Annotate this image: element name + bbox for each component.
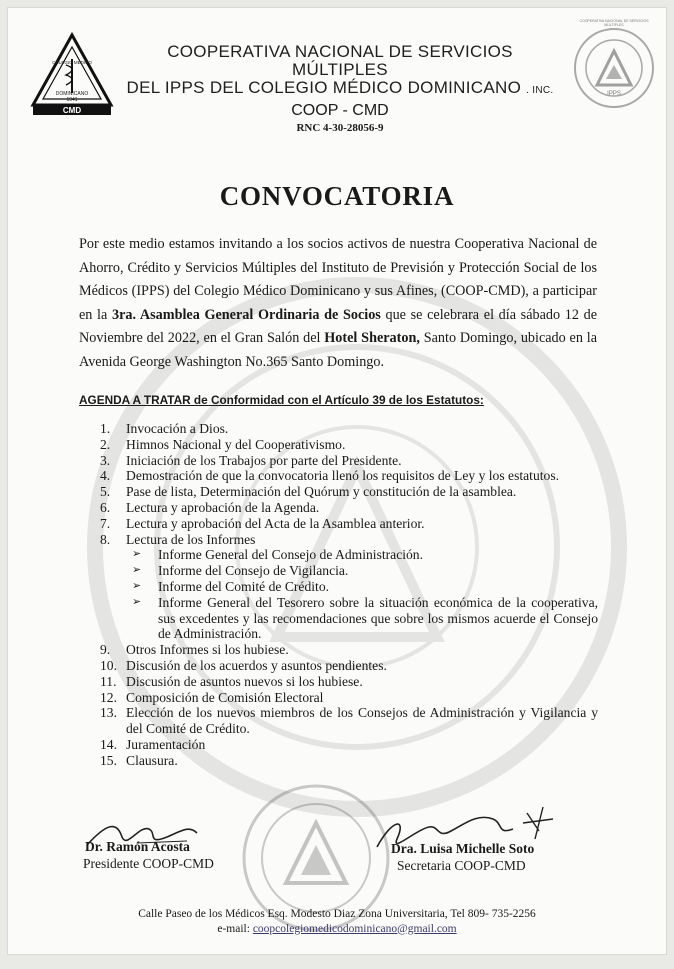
logo-left-ring-top: COLEGIO MÉDICO (52, 60, 92, 65)
agenda-item-number: 8. (100, 531, 111, 547)
intro-part3: Santo Domingo, ubicado en la Avenida George Washington No.365 Santo Domingo. (79, 330, 597, 370)
document-page (7, 7, 667, 955)
agenda-item-number: 4. (100, 468, 111, 484)
logo-right-abbr: IPPS (607, 91, 621, 97)
president-role: Presidente COOP-CMD (83, 856, 214, 871)
agenda-item-number: 10. (100, 657, 117, 673)
agenda-item-text: Lectura y aprobación de la Agenda. (126, 499, 320, 515)
logo-left-abbr: CMD (62, 106, 82, 115)
org-short-name: COOP - CMD (291, 102, 389, 119)
venue-name: Hotel Sheraton, (324, 330, 420, 347)
agenda-item-number: 13. (100, 705, 117, 721)
footer-email-line (7, 922, 667, 937)
org-name-line2-text: DEL IPPS DEL COLEGIO MÉDICO DOMINICANO (126, 78, 522, 97)
agenda-subitem (132, 563, 598, 579)
agenda-item (100, 437, 598, 453)
president-name: Dr. Ramón Acosta (85, 839, 190, 854)
agenda-item-number: 14. (100, 736, 117, 752)
agenda-item-number: 7. (100, 515, 111, 531)
agenda-subitem-text: Informe del Comité de Crédito. (158, 578, 330, 594)
agenda-item (100, 753, 598, 769)
agenda-item (100, 532, 598, 548)
agenda-item-number: 11. (100, 673, 117, 689)
footer (7, 907, 667, 936)
agenda-item-text: Lectura y aprobación del Acta de la Asamblea anterior. (126, 515, 425, 531)
arrow-bullet-icon: ➢ (132, 548, 142, 561)
agenda-subitem-text: Informe General del Consejo de Administración. (158, 547, 424, 563)
agenda-subitem-text: Informe del Consejo de Vigilancia. (158, 563, 349, 579)
logo-left-year: 1941 (66, 97, 78, 103)
agenda-item-number: 12. (100, 689, 117, 705)
agenda-list (100, 421, 598, 769)
agenda-item-text: Elección de los nuevos miembros de los Consejos de Administración y Vigilancia y del Comité de Crédito. (126, 705, 598, 737)
agenda-item-number: 1. (100, 421, 111, 436)
agenda-item-number: 3. (100, 452, 111, 468)
colegio-medico-logo (29, 31, 115, 117)
logo-right-ring-text: COOPERATIVA NACIONAL DE SERVICIOS MÚLTIPLES (579, 19, 649, 27)
letterhead (125, 43, 555, 134)
agenda-item (100, 516, 598, 532)
agenda-item-text: Juramentación (126, 736, 206, 752)
agenda-item (100, 468, 598, 484)
intro-paragraph (79, 233, 597, 375)
agenda-item-text: Lectura de los Informes (126, 531, 256, 547)
agenda-item-text: Discusión de los acuerdos y asuntos pendientes. (126, 657, 387, 673)
agenda-subitem-text: Informe General del Tesorero sobre la situación económica de la cooperativa, sus excedentes y las recomendaciones que sobre los mismos acuerde el Consejo de Administración. (158, 594, 598, 642)
agenda-item-text: Composición de Comisión Electoral (126, 689, 324, 705)
agenda-subitem (132, 547, 598, 563)
email-label: e-mail: (217, 922, 253, 935)
agenda-item-text: Otros Informes si los hubiese. (126, 642, 289, 658)
agenda-item (100, 642, 598, 658)
document-title: CONVOCATORIA (219, 181, 455, 211)
agenda-item (100, 658, 598, 674)
agenda-subitem (132, 579, 598, 595)
secretary-role: Secretaria COOP-CMD (397, 858, 526, 873)
logo-left-ring-bottom: DOMINICANO (55, 91, 89, 97)
agenda-item (100, 690, 598, 706)
arrow-bullet-icon: ➢ (132, 595, 142, 608)
arrow-bullet-icon: ➢ (132, 564, 142, 577)
agenda-item-number: 15. (100, 752, 117, 768)
agenda-item-number: 9. (100, 642, 111, 658)
agenda-item-text: Iniciación de los Trabajos por parte del Presidente. (126, 452, 402, 468)
agenda-item (100, 737, 598, 753)
org-name-line2 (125, 79, 555, 100)
email-link[interactable]: coopcolegiomedicodominicano@gmail.com (252, 922, 457, 935)
agenda-item-text: Invocación a Dios. (126, 421, 229, 436)
agenda-item (100, 674, 598, 690)
agenda-heading: AGENDA A TRATAR de Conformidad con el Artículo 39 de los Estatutos: (79, 393, 484, 407)
org-inc: . INC. (526, 85, 554, 96)
agenda-item (100, 705, 598, 737)
agenda-item-number: 5. (100, 484, 111, 500)
org-name-line1: COOPERATIVA NACIONAL DE SERVICIOS MÚLTIPLES (167, 42, 513, 79)
agenda-item (100, 484, 598, 500)
agenda-subitem (132, 595, 598, 642)
agenda-item-text: Demostración de que la convocatoria llenó los requisitos de Ley y los estatutos. (126, 468, 560, 484)
agenda-item-number: 2. (100, 436, 111, 452)
agenda-item-text: Clausura. (126, 752, 178, 768)
arrow-bullet-icon: ➢ (132, 579, 142, 592)
agenda-item-text: Pase de lista, Determinación del Quórum y constitución de la asamblea. (126, 484, 517, 500)
agenda-item (100, 453, 598, 469)
intro-part2: que se celebrara el día sábado 12 de Noviembre del 2022, en el Gran Salón del (79, 306, 597, 347)
agenda-item (100, 500, 598, 516)
agenda-item (100, 421, 598, 437)
assembly-name: 3ra. Asamblea General Ordinaria de Socios (111, 306, 381, 323)
agenda-item-text: Discusión de asuntos nuevos si los hubiese. (126, 673, 363, 689)
rnc-number: RNC 4-30-28056-9 (296, 122, 384, 134)
secretary-name: Dra. Luisa Michelle Soto (391, 841, 535, 856)
intro-part1: Por este medio estamos invitando a los socios activos de nuestra Cooperativa Nacional de Ahorro, Crédito y Servicios Múltiples del Instituto de Previsión y Protección Social de los Médicos (IPPS) del Colegio Médico Dominicano y sus Afines, (COOP-CMD), a participar en la (79, 236, 597, 323)
agenda-item-number: 6. (100, 499, 111, 515)
agenda-item-text: Himnos Nacional y del Cooperativismo. (126, 436, 346, 452)
footer-address: Calle Paseo de los Médicos Esq. Modesto Diaz Zona Universitaria, Tel 809- 735-2256 (138, 908, 536, 920)
